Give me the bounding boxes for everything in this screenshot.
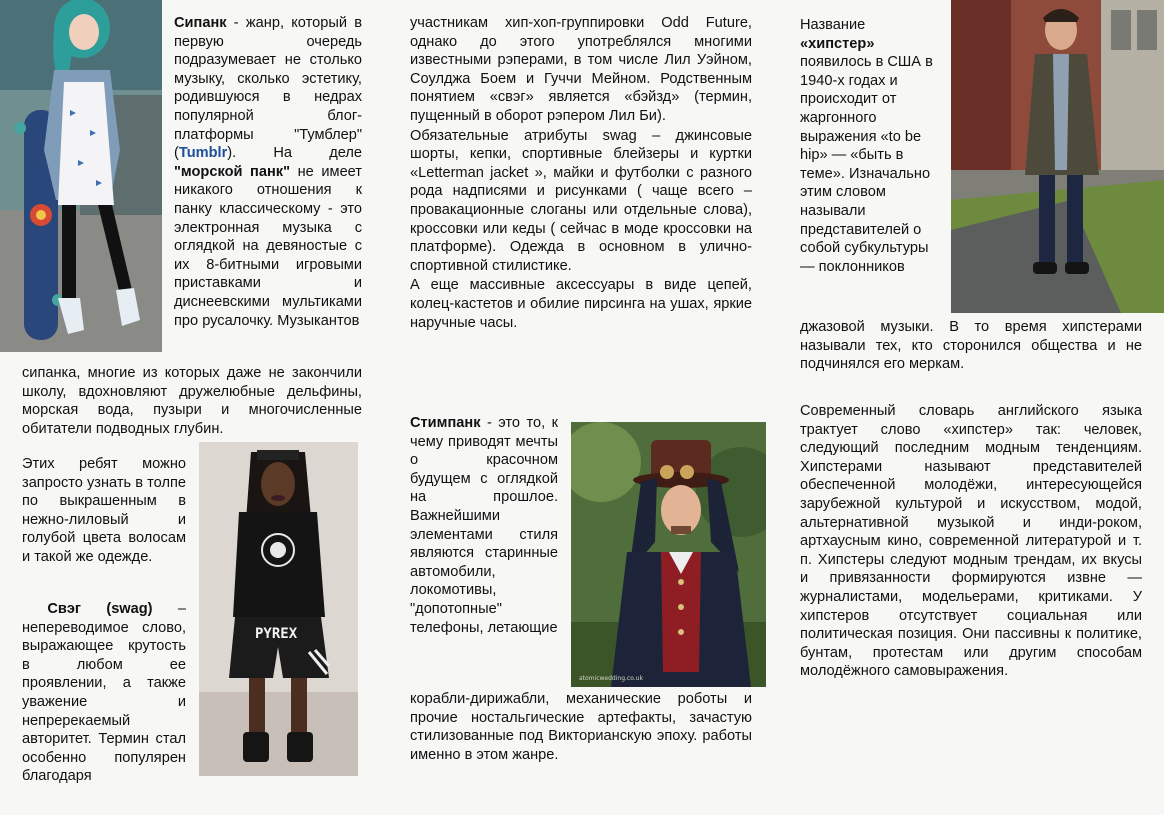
sea-punk-term: "морской панк" [174,163,291,180]
hipster-intro-text: Название [800,17,866,33]
steampunk-block [410,414,558,637]
sipank-term: Сипанк [174,15,227,31]
steampunk-term: Стимпанк [410,415,481,431]
swag-block [22,600,186,786]
swag-photo [199,442,358,776]
sipank-text-2: ). На деле [227,145,362,162]
photo-watermark: atomicwedding.co.uk [579,675,643,682]
swag-attributes-text: Обязательные атрибуты swag – джинсовые шорты, кепки, спортивные блейзеры и куртки «Letterman jacket », майки и футболки с разного рода надписями и рисунками ( чаще всего – провакационные слоганы или отдельные слова), кроссовки или кеды ( сейчас в моде кроссовки на платформе). Одежда в основном в улично-спортивной стилистике. [410,127,752,274]
seapunk-photo [0,0,162,352]
tumblr-link[interactable]: Tumblr [178,145,228,162]
steampunk-photo [571,422,766,687]
hipster-wide-block [800,318,1142,374]
hipster-modern-block [800,402,1142,681]
sipank-narrow-text: Этих ребят можно запросто узнать в толпе по выкрашенным в нежно-лиловый и голубой цвета волосам и такой же одежде. [22,456,186,565]
sipank-paragraph [174,14,362,330]
hipster-intro-block [800,16,938,276]
swag-continued-block [410,14,752,332]
sipank-wide-text: сипанка, многие из которых даже не закончили школу, вдохновляют дружелюбные дельфины, морская вода, пузыри и многочисленные обитатели подводных глубин. [22,365,362,437]
pyrex-shirt-text: PYREX [255,626,298,642]
steampunk-text: - это то, к чему приводят мечты о красочном будущем с оглядкой на прошлое. Важнейшими элементами стиля являются старинные автомобили, локомотивы, "допотопные" телефоны, летающие [410,415,558,636]
sipank-intro-block [174,14,362,330]
hipster-narrow-text: появилось в США в 1940-х годах и происходит от жаргонного выражения «to be hip» — «быть в теме». Изначально этим словом называли представителей о собой субкультуры — поклонников [800,54,933,275]
swag-text: – непереводимое слово, выражающее крутость в любом ее проявлении, а также уважение и непререкаемый авторитет. Термин стал особенно популярен благодаря [22,601,186,785]
hipster-modern-text: Современный словарь английского языка трактует слово «хипстер» так: человек, следующий последним модным тенденциям. Хипстерами называют представителей обеспеченной молодёжи, интересующейся зарубежной культурой и искусством, модой, альтернативной музыкой и инди-роком, артхаусным кино, современной литературой и т. п. Хипстеры следуют модным трендам, их вкусы и привязанности формируются извне — журналистами, модельерами, критиками. У хипстеров отсутствует социальная или политическая позиция. Они пассивны к политике, бунтам, протестам или другим способам молодёжного самовыражения. [800,403,1142,680]
swag-accessories-text: А еще массивные аксессуары в виде цепей, колец-кастетов и обилие пирсинга на ушах, яркие наручные часы. [410,277,752,331]
hipster-wide-text: джазовой музыки. В то время хипстерами называли тех, кто сторонился общества и не подчинялся его меркам. [800,319,1142,373]
sipank-narrow-block [22,455,186,567]
steampunk-continued-text: корабли-дирижабли, механические роботы и прочие ностальгические артефакты, зачастую стилизованные под Викторианскую эпоху. работы именно в этом жанре. [410,691,752,763]
sipank-wide-block [22,364,362,438]
swag-term: Свэг (swag) [47,601,153,617]
steampunk-continued-block [410,690,752,764]
sipank-intro-text: - жанр, который в первую очередь подразумевает не столько музыку, сколько эстетику, родившуюся в недрах популярной блог-платформы "Тумблер" ( [174,15,362,162]
sipank-text-3: не имеет никакого отношения к панку классическому - это электронная музыка с оглядкой на девяностые с их 8-битными игровыми приставками и диснеевскими мультиками про русалочку. Музыкантов [174,163,362,329]
hipster-term: «хипстер» [800,35,875,52]
hipster-photo [951,0,1164,313]
swag-continued-text: участникам хип-хоп-группировки Odd Future, однако до этого употреблялся многими известными рэперами, в том числе Лил Уэйном, Соулджа Боем и Гуччи Мейном. Родственным понятием «свэг» является «бэйзд» (термин, пущенный в оборот рэпером Лил Би). [410,15,752,124]
